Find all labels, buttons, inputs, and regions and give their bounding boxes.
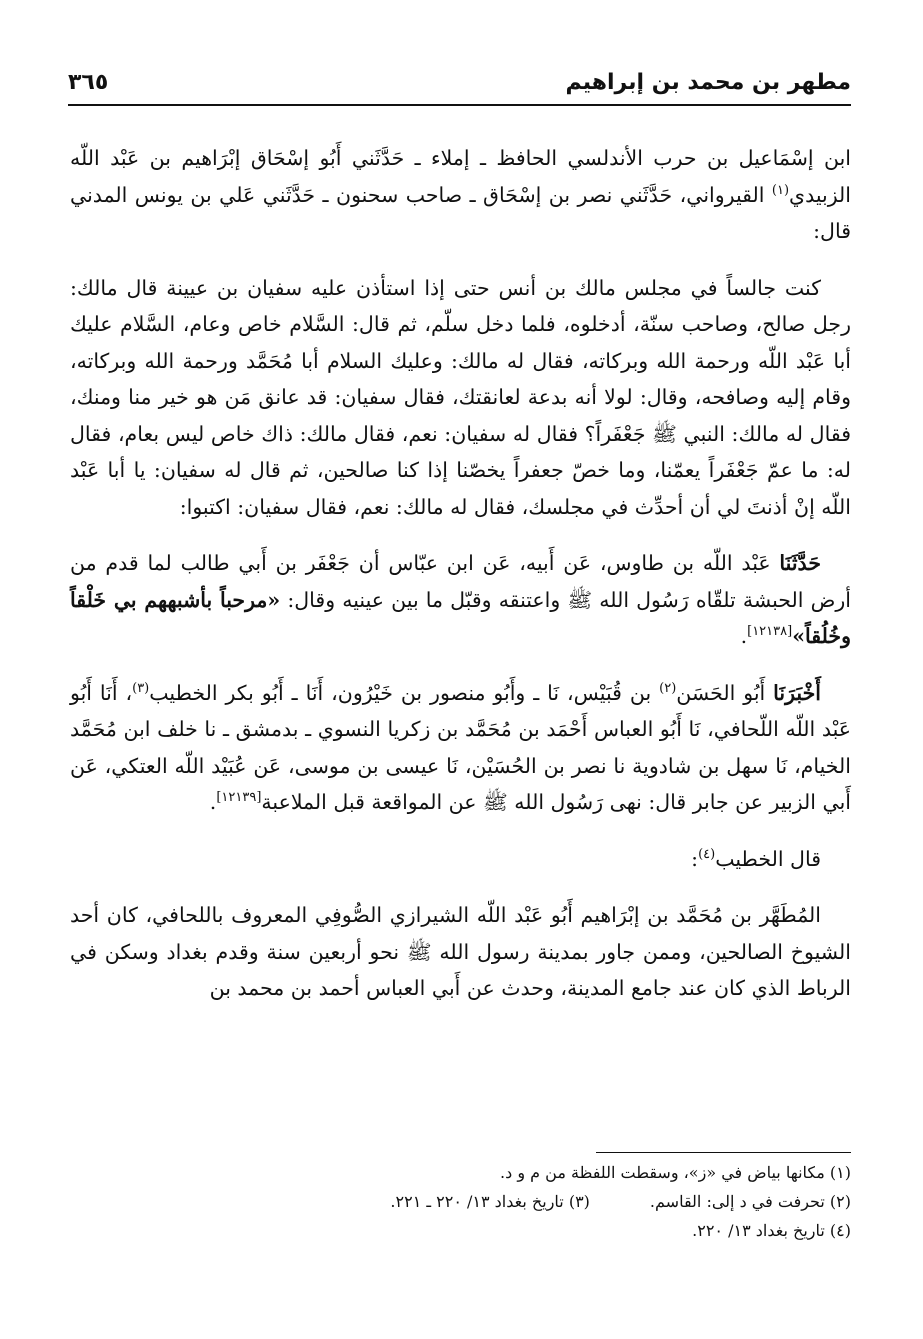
page-header xyxy=(68,68,851,106)
footnote-rule xyxy=(596,1152,851,1153)
paragraph-hadith-2: أَخْبَرَنَا أَبُو الحَسَن$^{(٢)}$ بن قُبَيْس، نَا ـ وأَبُو منصور بن خَيْرُون، أَنَا ـ أَبُو بكر الخطيب$^{(٣)}$، أَنَا أَبُو عَبْد اللّه اللّحافي، نَا أَبُو العباس أَحْمَد بن مُحَمَّد بن زكريا النسوي ـ بدمشق ـ نا خلف ابن مُحَمَّد الخيام، نَا سهل بن شادوية نا نصر بن الحُسَيْن، نَا عيسى بن موسى، عَن عُبَيْد اللّه العتكي، عَن أَبي الزبير عن جابر قال: نهى رَسُول الله ﷺ عن المواقعة قبل الملاعبة[١٢١٣٩]. xyxy=(70,680,851,814)
paragraph-biography xyxy=(70,897,851,1007)
paragraph-narrative xyxy=(70,270,851,526)
page-number: ٣٦٥ xyxy=(68,70,109,95)
footnote-marker-3: (٣) xyxy=(132,680,150,696)
isnad-lead: أَخْبَرَنَا xyxy=(773,680,821,705)
text-run: القيرواني، حَدَّثَني نصر بن إسْحَاق ـ صاحب سحنون ـ حَدَّثَني عَلي بن يونس المدني قال: xyxy=(70,182,851,243)
hadith-ref: [١٢١٣٨] xyxy=(747,624,793,640)
text-run: عَبْد اللّه بن طاوس، عَن أَبيه، عَن ابن عبّاس أن جَعْفَر بن أَبي طالب لما قدم من أرض الحبشة تلقّاه رَسُول الله ﷺ واعتنقه وقبّل ما بين عينيه وقال: xyxy=(70,551,851,612)
footnotes xyxy=(70,1158,851,1245)
text-run: المُطَهَّر بن مُحَمَّد بن إبْرَاهيم أَبُو عَبْد اللّه الشيرازي الصُّوفِي المعروف باللحافي، كان أحد الشيوخ الصالحين، وممن جاور بمدينة رسول الله ﷺ نحو أربعين سنة وقدم بغداد وسكن في الرباط الذي كان عند جامع المدينة، وحدث عن أَبي العباس أحمد بن محمد بن xyxy=(70,903,851,1000)
footnote-1: (١) مكانها بياض في «ز»، وسقطت اللفظة من م و د. xyxy=(500,1163,851,1182)
footnote-marker-2: (٢) xyxy=(659,680,677,696)
text-run: كنت جالساً في مجلس مالك بن أنس حتى إذا استأذن عليه سفيان بن عيينة قال مالك: رجل صالح، وصاحب سنّة، أدخلوه، فلما دخل سلّم، ثم قال: السَّلام خاص وعام، السَّلام عليك أبا عَبْد اللّه ورحمة الله وبركاته، فقال له مالك: وعليك السلام أبا مُحَمَّد ورحمة الله وبركاته، وقام إليه وصافحه، وقال: لولا أنه بدعة لعانقتك، فقال سفيان: قد عانق مَن هو خير منا ومنك، فقال له مالك: النبي ﷺ جَعْفَراً؟ فقال له سفيان: نعم، فقال مالك: ذاك خاص ليس بعام، فقال له: ما عمّ جَعْفَراً يعمّنا، وما خصّ جعفراً يخصّنا إذا كنا صالحين، ثم قال له سفيان: يا أبا عَبْد اللّه إنْ أذنتَ لي أن أحدِّث في مجلسك، فقال له مالك: نعم، فقال سفيان: اكتبوا: xyxy=(70,275,851,519)
main-text xyxy=(70,140,851,1027)
footnote-2: (٢) تحرفت في د إلى: القاسم. xyxy=(649,1192,851,1211)
paragraph-hadith-1: حَدَّثَنَا عَبْد اللّه بن طاوس، عَن أَبيه، عَن ابن عبّاس أن جَعْفَر بن أَبي طالب لما قدم من أرض الحبشة تلقّاه رَسُول الله ﷺ واعتنقه وقبّل ما بين عينيه وقال: «مرحباً بأشبههم بي خَلْقاً وخُلُقاً»[١٢١٣٨]. xyxy=(70,551,851,648)
paragraph-khatib: قال الخطيب$^{(٤)}$: xyxy=(691,846,821,871)
paragraph-isnad-1 xyxy=(70,140,851,250)
footnote-3: (٣) تاريخ بغداد ١٣/ ٢٢٠ ـ ٢٢١. xyxy=(390,1192,590,1211)
text-run: قال الخطيب xyxy=(715,846,821,871)
footnote-marker-4: (٤) xyxy=(698,846,716,862)
text-run: أَبُو الحَسَن xyxy=(676,680,774,705)
footnote-row xyxy=(70,1187,851,1216)
running-head: مطهر بن محمد بن إبراهيم xyxy=(565,70,851,95)
text-run: بن قُبَيْس، نَا ـ وأَبُو منصور بن خَيْرُون، أَنَا ـ أَبُو بكر الخطيب xyxy=(149,680,660,705)
text-run: ، أَنَا أَبُو عَبْد اللّه اللّحافي، نَا أَبُو العباس أَحْمَد بن مُحَمَّد بن زكريا النسوي ـ بدمشق ـ نا خلف ابن مُحَمَّد الخيام، نَا سهل بن شادوية نا نصر بن الحُسَيْن، نَا عيسى بن موسى، عَن عُبَيْد اللّه العتكي، عَن أَبي الزبير عن جابر قال: نهى رَسُول الله ﷺ عن المواقعة قبل الملاعبة xyxy=(70,680,851,814)
hadith-quote: «مرحباً بأشبههم بي خَلْقاً وخُلُقاً» xyxy=(70,587,851,648)
footnote-marker-1: (١) xyxy=(771,182,790,198)
hadith-ref: [١٢١٣٩] xyxy=(216,790,262,806)
isnad-lead: حَدَّثَنَا xyxy=(779,551,821,575)
text-run: ابن إسْمَاعيل بن حرب الأندلسي الحافظ ـ إملاء ـ حَدَّثَني أَبُو إسْحَاق إبْرَاهيم بن عَبْد اللّه الزبيدي xyxy=(70,146,851,207)
footnote-4: (٤) تاريخ بغداد ١٣/ ٢٢٠. xyxy=(692,1221,851,1240)
